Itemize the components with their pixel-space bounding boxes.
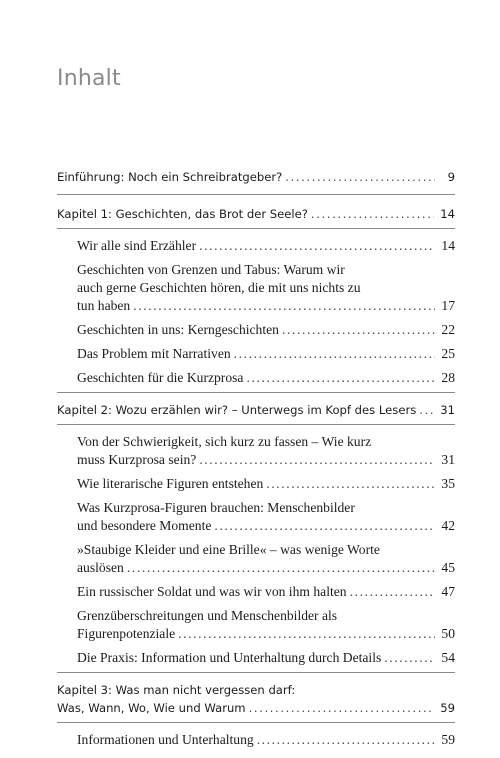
toc-entry[interactable] (77, 499, 455, 535)
toc-entry-title: Wie literarische Figuren entstehen (77, 476, 264, 491)
toc-chapter[interactable] (57, 401, 455, 419)
chapter-underline (57, 424, 455, 425)
page-number: 59 (440, 701, 455, 715)
chapter-underline (57, 722, 455, 723)
toc-entry-title: Was, Wann, Wo, Wie und Warum (57, 701, 246, 715)
toc-entry[interactable] (77, 237, 455, 255)
toc-chapter[interactable] (57, 205, 455, 223)
toc-entry-line: auch gerne Geschichten hören, die mit uns nichts zu (77, 280, 361, 295)
toc-entry-title: Einführung: Noch ein Schreibratgeber? (57, 170, 283, 184)
page-number: 54 (441, 650, 455, 665)
toc-entry-line: Geschichten von Grenzen und Tabus: Warum wir (77, 262, 345, 277)
leader-dots (133, 297, 435, 315)
toc-entry-title: muss Kurzprosa sein? (77, 452, 197, 467)
leader-dots (282, 321, 435, 339)
toc-entry-title: Das Problem mit Narrativen (77, 346, 231, 361)
toc-entry-title: Geschichten für die Kurzprosa (77, 370, 244, 385)
toc-entry-title: Figurenpotenziale (77, 626, 176, 641)
toc-entry-line: Kapitel 3: Was man nicht vergessen darf: (57, 683, 296, 697)
toc-entry-title: Geschichten in uns: Kerngeschichten (77, 322, 279, 337)
chapter-divider (57, 392, 455, 393)
page-number: 9 (447, 170, 455, 184)
page-number: 59 (441, 732, 455, 747)
toc-entry[interactable] (77, 583, 455, 601)
leader-dots (249, 699, 435, 717)
leader-dots (199, 237, 435, 255)
page-number: 22 (441, 322, 455, 337)
leader-dots (257, 731, 435, 749)
page-number: 45 (441, 560, 455, 575)
chapter-divider (57, 672, 455, 673)
toc-entry[interactable] (77, 261, 455, 315)
leader-dots (127, 559, 435, 577)
page-title: Inhalt (57, 66, 121, 91)
toc-entry-title: Die Praxis: Information und Unterhaltung durch Details (77, 650, 382, 665)
leader-dots (214, 517, 435, 535)
toc-entry[interactable] (77, 433, 455, 469)
page-number: 25 (441, 346, 455, 361)
leader-dots (350, 583, 435, 601)
toc-entry-title: Wir alle sind Erzähler (77, 238, 197, 253)
leader-dots (311, 205, 434, 223)
toc-entry-title: auslösen (77, 560, 124, 575)
toc-entry[interactable] (77, 321, 455, 339)
toc-entry-line: Grenzüberschreitungen und Menschenbilder als (77, 608, 338, 623)
leader-dots (234, 345, 435, 363)
toc-entry[interactable] (77, 731, 455, 749)
toc-entry-title: Kapitel 2: Wozu erzählen wir? – Unterwegs im Kopf des Lesers (57, 403, 417, 417)
leader-dots (285, 168, 435, 186)
toc-entry-line: Von der Schwierigkeit, sich kurz zu fassen – Wie kurz (77, 434, 372, 449)
table-of-contents (57, 168, 455, 749)
page-number: 35 (441, 476, 455, 491)
page-number: 14 (440, 207, 455, 221)
toc-chapter[interactable] (57, 681, 455, 717)
toc-entry[interactable] (77, 541, 455, 577)
page-number: 14 (441, 238, 455, 253)
leader-dots (384, 649, 435, 667)
leader-dots (246, 369, 435, 387)
toc-entry-line: »Staubige Kleider und eine Brille« – was wenige Worte (77, 542, 380, 557)
toc-entry-title: Kapitel 1: Geschichten, das Brot der Seele? (57, 207, 308, 221)
chapter-divider (57, 194, 455, 195)
toc-entry-title: und besondere Momente (77, 518, 212, 533)
page-number: 17 (441, 298, 455, 313)
toc-entry[interactable] (77, 475, 455, 493)
toc-entry[interactable] (77, 369, 455, 387)
toc-entry-line: Was Kurzprosa-Figuren brauchen: Menschenbilder (77, 500, 355, 515)
toc-entry[interactable] (77, 607, 455, 643)
leader-dots (199, 451, 435, 469)
page-number: 47 (441, 584, 455, 599)
toc-entry-title: Ein russischer Soldat und was wir von ihm halten (77, 584, 347, 599)
toc-entry[interactable] (77, 345, 455, 363)
toc-entry-title: tun haben (77, 298, 131, 313)
page-number: 50 (441, 626, 455, 641)
toc-entry-title: Informationen und Unterhaltung (77, 732, 254, 747)
page-number: 42 (441, 518, 455, 533)
leader-dots (266, 475, 435, 493)
toc-chapter[interactable] (57, 168, 455, 186)
toc-entry[interactable] (77, 649, 455, 667)
chapter-underline (57, 228, 455, 229)
leader-dots (419, 401, 434, 419)
page-number: 28 (441, 370, 455, 385)
page-number: 31 (441, 452, 455, 467)
page-number: 31 (440, 403, 455, 417)
leader-dots (178, 625, 435, 643)
